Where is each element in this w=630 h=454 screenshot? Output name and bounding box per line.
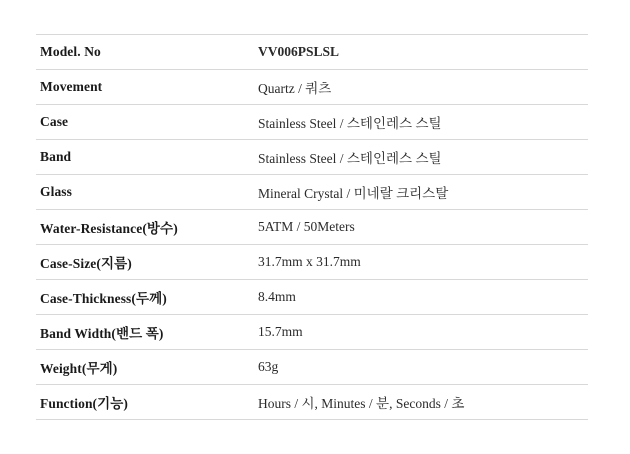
table-row [36,280,588,315]
spec-value: Stainless Steel / 스테인레스 스틸 [254,105,588,140]
spec-value: Mineral Crystal / 미네랄 크리스탈 [254,175,588,210]
table-row [36,175,588,210]
spec-label: Weight(무게) [36,350,254,385]
table-row [36,245,588,280]
table-row [36,385,588,420]
table-row [36,35,588,70]
spec-value: 31.7mm x 31.7mm [254,245,588,280]
table-row [36,315,588,350]
spec-value: 8.4mm [254,280,588,315]
spec-value: VV006PSLSL [254,35,588,70]
spec-label: Function(기능) [36,385,254,420]
table-row [36,350,588,385]
table-row [36,210,588,245]
spec-label: Case [36,105,254,140]
spec-label: Case-Thickness(두께) [36,280,254,315]
specification-table [36,34,588,420]
table-row [36,140,588,175]
spec-value: Hours / 시, Minutes / 분, Seconds / 초 [254,385,588,420]
spec-value: Quartz / 쿼츠 [254,70,588,105]
spec-label: Case-Size(지름) [36,245,254,280]
spec-label: Band [36,140,254,175]
spec-label: Movement [36,70,254,105]
spec-value: 15.7mm [254,315,588,350]
spec-value: 63g [254,350,588,385]
spec-label: Model. No [36,35,254,70]
spec-value: 5ATM / 50Meters [254,210,588,245]
spec-label: Glass [36,175,254,210]
spec-value: Stainless Steel / 스테인레스 스틸 [254,140,588,175]
table-row [36,70,588,105]
table-row [36,105,588,140]
spec-label: Band Width(밴드 폭) [36,315,254,350]
spec-label: Water-Resistance(방수) [36,210,254,245]
